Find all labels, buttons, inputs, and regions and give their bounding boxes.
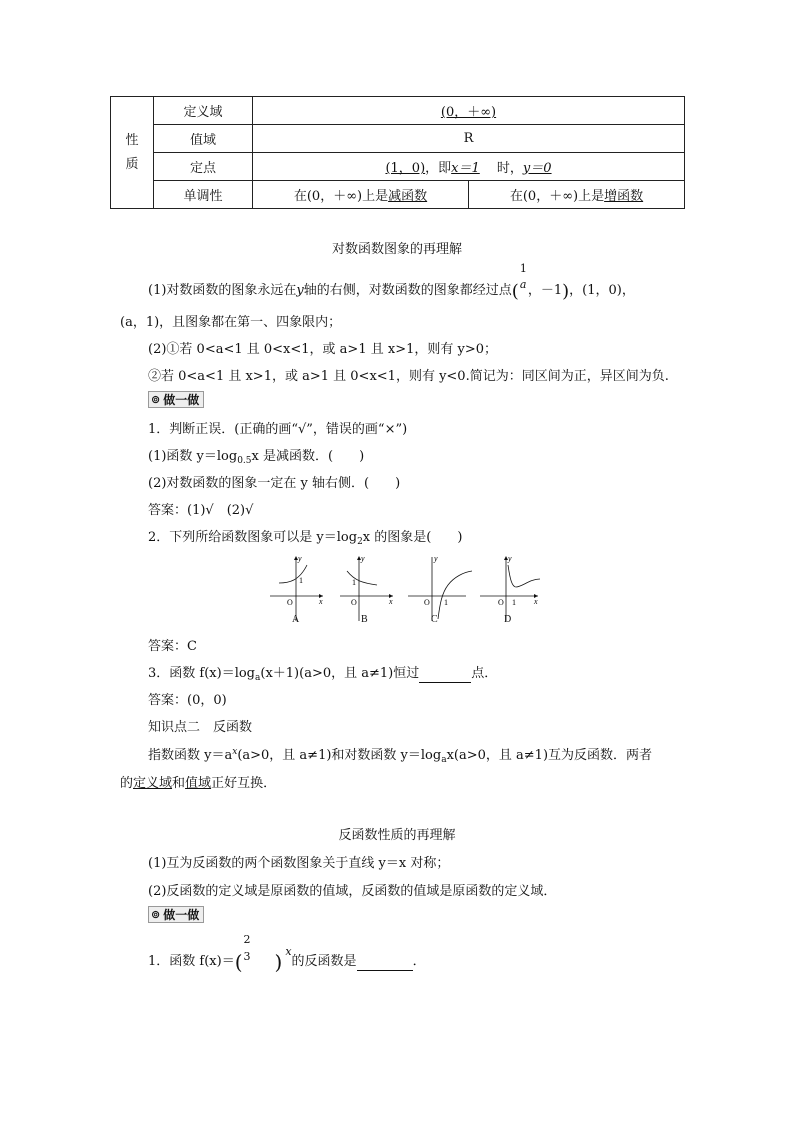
subscript: 0.5 (237, 456, 252, 466)
tick-one-label: 1 (299, 576, 303, 585)
graph-a (270, 554, 323, 621)
paren-open: ( (234, 950, 243, 974)
answer-blank (419, 667, 471, 683)
question-1-2: (2)对数函数的图象一定在 y 轴右侧．( ) (148, 476, 401, 491)
superscript: x (232, 747, 238, 757)
fixed-point-y: y＝0 (522, 161, 552, 176)
text: 轴的右侧，对数函数的图象都经过点 (303, 283, 512, 298)
label-fixed-point: 定点 (154, 153, 253, 181)
paren-close: ) (562, 281, 570, 302)
tick-one-label: 1 (444, 598, 448, 607)
decreasing-value: 减函数 (388, 189, 428, 204)
section-title-log-graphs: 对数函数图象的再理解 (331, 242, 462, 257)
paragraph-inverse-2: (2)反函数的定义域是原函数的值域，反函数的值域是原函数的定义域． (148, 884, 557, 899)
origin-label: O (498, 598, 504, 607)
origin-label: O (351, 598, 357, 607)
graph-label-a: A (292, 614, 300, 625)
answer-3: 答案：(0，0) (148, 693, 227, 708)
fixed-point-text: ，即 (425, 161, 452, 176)
text: (1)对数函数的图象永远在 (148, 283, 297, 298)
row-header-properties (111, 97, 154, 209)
question-1-1 (148, 445, 364, 466)
tick-one-label: 1 (352, 578, 356, 587)
text: (1)函数 y＝log (148, 449, 238, 464)
paragraph-log-graph-1-cont: (a，1)，且图象都在第一、四象限内； (120, 315, 342, 330)
decreasing-prefix: 在(0，＋∞)上是 (293, 189, 389, 204)
text: 3．函数 f(x)＝log (148, 666, 255, 681)
question-1: 1．判断正误．(正确的画“√”，错误的画“×”) (148, 422, 408, 437)
value-decreasing (253, 181, 469, 209)
graph-c (408, 554, 472, 621)
origin-label: O (424, 598, 430, 607)
paragraph-log-graph-1 (148, 262, 635, 302)
check-circle-icon: ⊚ (151, 393, 161, 406)
text: 点． (471, 666, 498, 681)
graph-label-d: D (504, 614, 512, 625)
paren-open: ( (511, 281, 519, 302)
tick-one-label: 1 (512, 598, 516, 607)
text: (a>0，且 a≠1)和对数函数 y＝log (237, 748, 442, 763)
answer-blank (357, 955, 413, 971)
badge-label: 做一做 (163, 908, 200, 922)
row-header-char: 质 (125, 156, 139, 172)
text: 2．下列所给函数图象可以是 y＝log (148, 530, 358, 545)
axis-x-label: x (534, 597, 538, 606)
frac-num: 1 (519, 262, 527, 275)
graph-label-b: B (361, 614, 368, 625)
value-domain (253, 97, 685, 125)
axis-y-label: y (298, 554, 302, 563)
frac-num: 2 (243, 933, 251, 946)
axis-y-label: y (508, 554, 512, 563)
label-domain: 定义域 (154, 97, 253, 125)
text: (x＋1)(a>0，且 a≠1)恒过 (260, 666, 420, 681)
value-fixed-point (253, 153, 685, 181)
text: ，(1，0)， (569, 283, 635, 298)
badge-label: 做一做 (163, 393, 200, 407)
answer-2: 答案：C (148, 639, 197, 654)
frac-den: a (519, 278, 527, 291)
paragraph-log-graph-3: ②若 0<a<1 且 x>1，或 a>1 且 0<x<1，则有 y<0.简记为：同区间为正，异区间为负. (148, 369, 669, 384)
section-title-inverse: 反函数性质的再理解 (338, 828, 456, 843)
practice-badge-2 (148, 906, 204, 923)
value-increasing (469, 181, 685, 209)
label-monotonicity: 单调性 (154, 181, 253, 209)
text: 指数函数 y＝a (148, 748, 233, 763)
paren-close: ) (274, 950, 283, 974)
label-range: 值域 (154, 125, 253, 153)
text: 的反函数是 (291, 954, 357, 969)
increasing-prefix: 在(0，＋∞)上是 (509, 189, 605, 204)
axis-x-label: x (389, 597, 393, 606)
fraction-2-over-3 (243, 933, 253, 965)
question-inverse-1 (148, 933, 426, 974)
axis-y-label: y (361, 554, 365, 563)
text: 和 (172, 776, 186, 791)
properties-table (110, 96, 685, 209)
value-range: R (253, 125, 685, 153)
subscript: a (255, 673, 261, 683)
graph-d (480, 554, 540, 621)
paragraph-log-graph-2: (2)①若 0<a<1 且 0<x<1，或 a>1 且 x>1，则有 y>0； (148, 342, 497, 357)
knowledge-point-2-p1 (148, 744, 652, 765)
frac-den: 3 (243, 950, 251, 963)
question-2 (148, 526, 462, 547)
exponent: x (285, 945, 292, 958)
increasing-value: 增函数 (604, 189, 644, 204)
subscript: a (441, 755, 447, 765)
text-y: y (296, 283, 304, 298)
knowledge-point-2-title: 知识点二 反函数 (148, 720, 253, 735)
text: x 是减函数．( ) (251, 449, 365, 464)
domain-value: (0，＋∞) (440, 105, 497, 120)
row-header-char: 性 (125, 132, 139, 148)
question-3 (148, 662, 497, 683)
text: 正好互换． (211, 776, 277, 791)
check-circle-icon: ⊚ (151, 908, 161, 921)
text: 1．函数 f(x)＝ (148, 954, 235, 969)
graph-b (340, 554, 393, 621)
text: x 的图象是( ) (362, 530, 463, 545)
axis-x-label: x (319, 597, 323, 606)
knowledge-point-2-p2 (120, 772, 276, 791)
text: ． (412, 954, 426, 969)
axis-y-label: y (434, 554, 438, 563)
answer-1: 答案：(1)√ (2)√ (148, 503, 254, 518)
text: x(a>0，且 a≠1)互为反函数．两者 (446, 748, 653, 763)
practice-badge (148, 391, 204, 408)
fraction-1-over-a (519, 262, 528, 294)
underlined-range: 值域 (185, 776, 212, 791)
fixed-point-coord: (1，0) (385, 161, 426, 176)
paragraph-inverse-1: (1)互为反函数的两个函数图象关于直线 y＝x 对称； (148, 856, 450, 871)
text: 的 (120, 776, 134, 791)
graph-label-c: C (431, 614, 438, 625)
text: ，－1 (527, 283, 563, 298)
subscript: 2 (357, 537, 363, 547)
fixed-point-text2: 时， (496, 161, 523, 176)
origin-label: O (287, 598, 293, 607)
fixed-point-x: x＝1 (451, 161, 480, 176)
underlined-domain: 定义域 (133, 776, 173, 791)
